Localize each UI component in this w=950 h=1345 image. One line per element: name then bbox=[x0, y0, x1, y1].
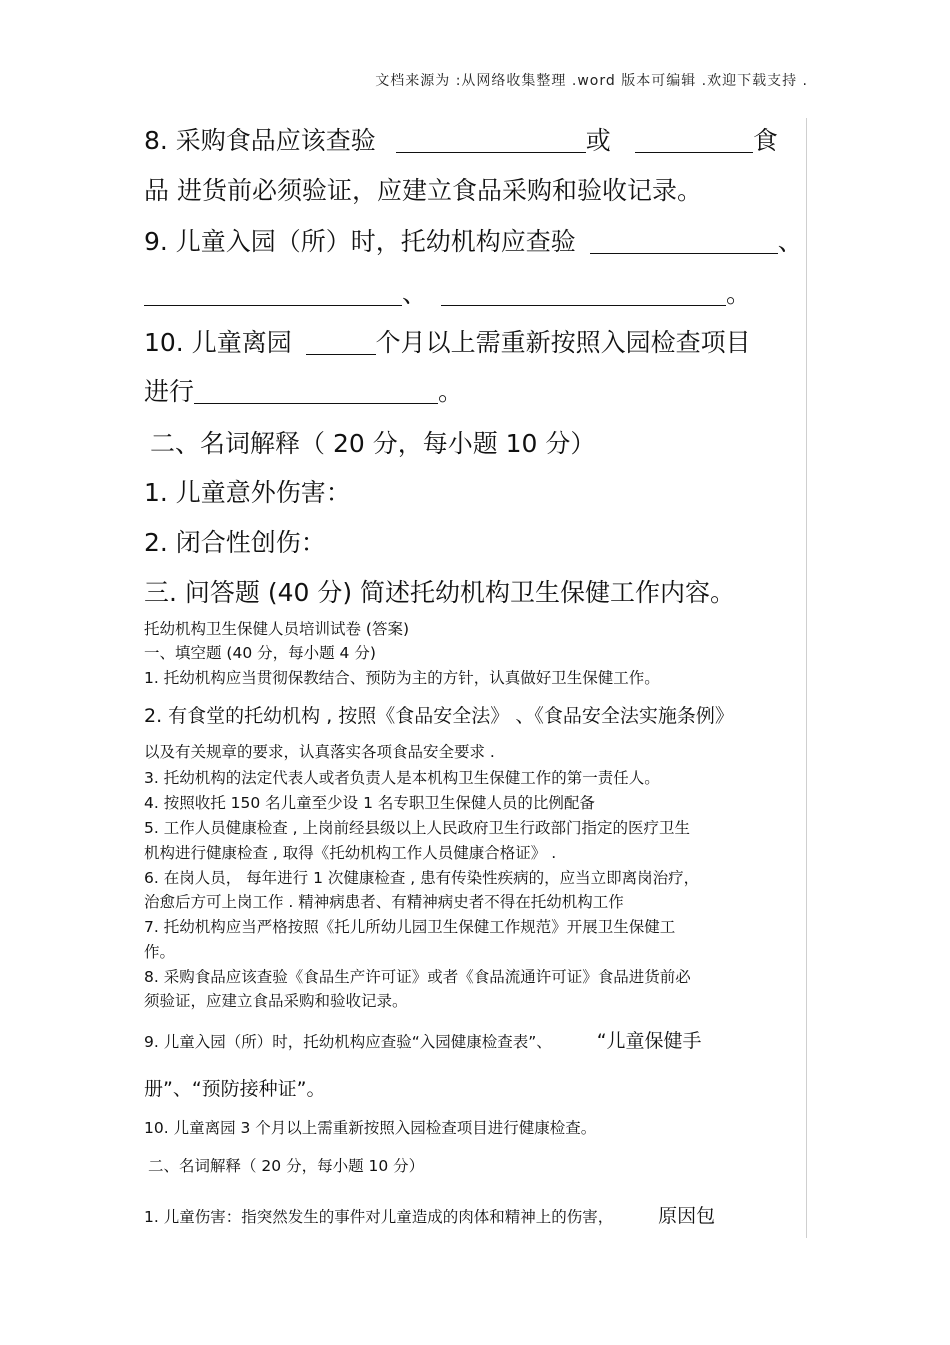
answer-7-line1: 7. 托幼机构应当严格按照《托儿所幼儿园卫生保健工作规范》开展卫生保健工 bbox=[144, 918, 676, 936]
question-10-text2: 个月以上需重新按照入园检查项目 bbox=[375, 328, 751, 357]
question-10-text3: 进行 bbox=[144, 377, 195, 406]
answer-part-2-heading: 二、名词解释（ 20 分，每小题 10 分） bbox=[148, 1157, 425, 1175]
question-8-tail: 食 bbox=[752, 126, 778, 155]
question-9-end: 。 bbox=[725, 279, 751, 308]
answer-5-line1: 5. 工作人员健康检查 , 上岗前经县级以上人民政府卫生行政部门指定的医疗卫生 bbox=[144, 819, 690, 837]
answer-6-line1: 6. 在岗人员， 每年进行 1 次健康检查 , 患有传染性疾病的，应当立即离岗治疗， bbox=[144, 869, 700, 887]
answer-blank bbox=[144, 281, 402, 306]
answer-8-line1: 8. 采购食品应该查验《食品生产许可证》或者《食品流通许可证》食品进货前必 bbox=[144, 968, 691, 986]
question-9-sep2: 、 bbox=[402, 279, 428, 308]
question-10-line2 bbox=[144, 376, 463, 408]
answer-5-line2: 机构进行健康检查 , 取得《托幼机构工作人员健康合格证》 . bbox=[144, 844, 557, 862]
answer-9-tail: “儿童保健手 bbox=[596, 1030, 702, 1052]
answer-term-1 bbox=[144, 1205, 715, 1228]
section-2-heading: 二、名词解释（ 20 分，每小题 10 分） bbox=[150, 429, 596, 458]
answer-4: 4. 按照收托 150 名儿童至少设 1 名专职卫生保健人员的比例配备 bbox=[144, 794, 595, 812]
question-10-text: 10. 儿童离园 bbox=[144, 328, 292, 357]
answer-blank bbox=[635, 128, 753, 153]
answer-9-line2: 册”、“预防接种证”。 bbox=[144, 1078, 326, 1100]
term-2: 2. 闭合性创伤： bbox=[144, 528, 326, 557]
answer-3: 3. 托幼机构的法定代表人或者负责人是本机构卫生保健工作的第一责任人。 bbox=[144, 769, 660, 787]
answer-term-1-tail: 原因包 bbox=[658, 1205, 716, 1227]
answer-blank bbox=[194, 379, 438, 404]
question-9-text: 9. 儿童入园（所）时，托幼机构应查验 bbox=[144, 227, 576, 256]
answer-2-line2: 以及有关规章的要求，认真落实各项食品安全要求 . bbox=[144, 743, 495, 761]
answer-part-1-heading: 一、填空题 (40 分，每小题 4 分) bbox=[144, 644, 376, 662]
answer-blank bbox=[590, 229, 778, 254]
answer-6-line2: 治愈后方可上岗工作 . 精神病患者、有精神病史者不得在托幼机构工作 bbox=[144, 893, 624, 911]
answer-blank bbox=[396, 128, 586, 153]
answer-1: 1. 托幼机构应当贯彻保教结合、预防为主的方针，认真做好卫生保健工作。 bbox=[144, 669, 660, 687]
answer-key-title: 托幼机构卫生保健人员培训试卷 (答案) bbox=[144, 620, 410, 638]
answer-term-1-text: 1. 儿童伤害：指突然发生的事件对儿童造成的肉体和精神上的伤害， bbox=[144, 1208, 614, 1226]
question-9-line2 bbox=[144, 278, 751, 310]
answer-10: 10. 儿童离园 3 个月以上需重新按照入园检查项目进行健康检查。 bbox=[144, 1119, 597, 1137]
term-1: 1. 儿童意外伤害： bbox=[144, 478, 351, 507]
question-10-end: 。 bbox=[438, 377, 464, 406]
answer-2-line1: 2. 有食堂的托幼机构 , 按照《食品安全法》 、《食品安全法实施条例》 bbox=[144, 705, 734, 727]
answer-9-text: 9. 儿童入园（所）时，托幼机构应查验“入园健康检查表”、 bbox=[144, 1033, 552, 1051]
answer-blank bbox=[306, 330, 376, 355]
answer-blank bbox=[441, 281, 726, 306]
question-8-line2: 品 进货前必须验证，应建立食品采购和验收记录。 bbox=[144, 176, 702, 205]
page-header: 文档来源为 :从网络收集整理 .word 版本可编辑 .欢迎下载支持 . bbox=[375, 73, 808, 89]
question-8-or: 或 bbox=[585, 126, 611, 155]
question-10-line1 bbox=[144, 327, 751, 359]
answer-9-line1 bbox=[144, 1030, 702, 1053]
section-3-heading: 三. 问答题 (40 分) 简述托幼机构卫生保健工作内容。 bbox=[144, 578, 736, 607]
answer-7-line2: 作。 bbox=[144, 943, 176, 961]
question-9-line1 bbox=[144, 226, 803, 258]
question-8-line1 bbox=[144, 125, 778, 157]
question-9-sep1: 、 bbox=[777, 227, 803, 256]
question-8-text: 8. 采购食品应该查验 bbox=[144, 126, 376, 155]
answer-8-line2: 须验证，应建立食品采购和验收记录。 bbox=[144, 992, 408, 1010]
